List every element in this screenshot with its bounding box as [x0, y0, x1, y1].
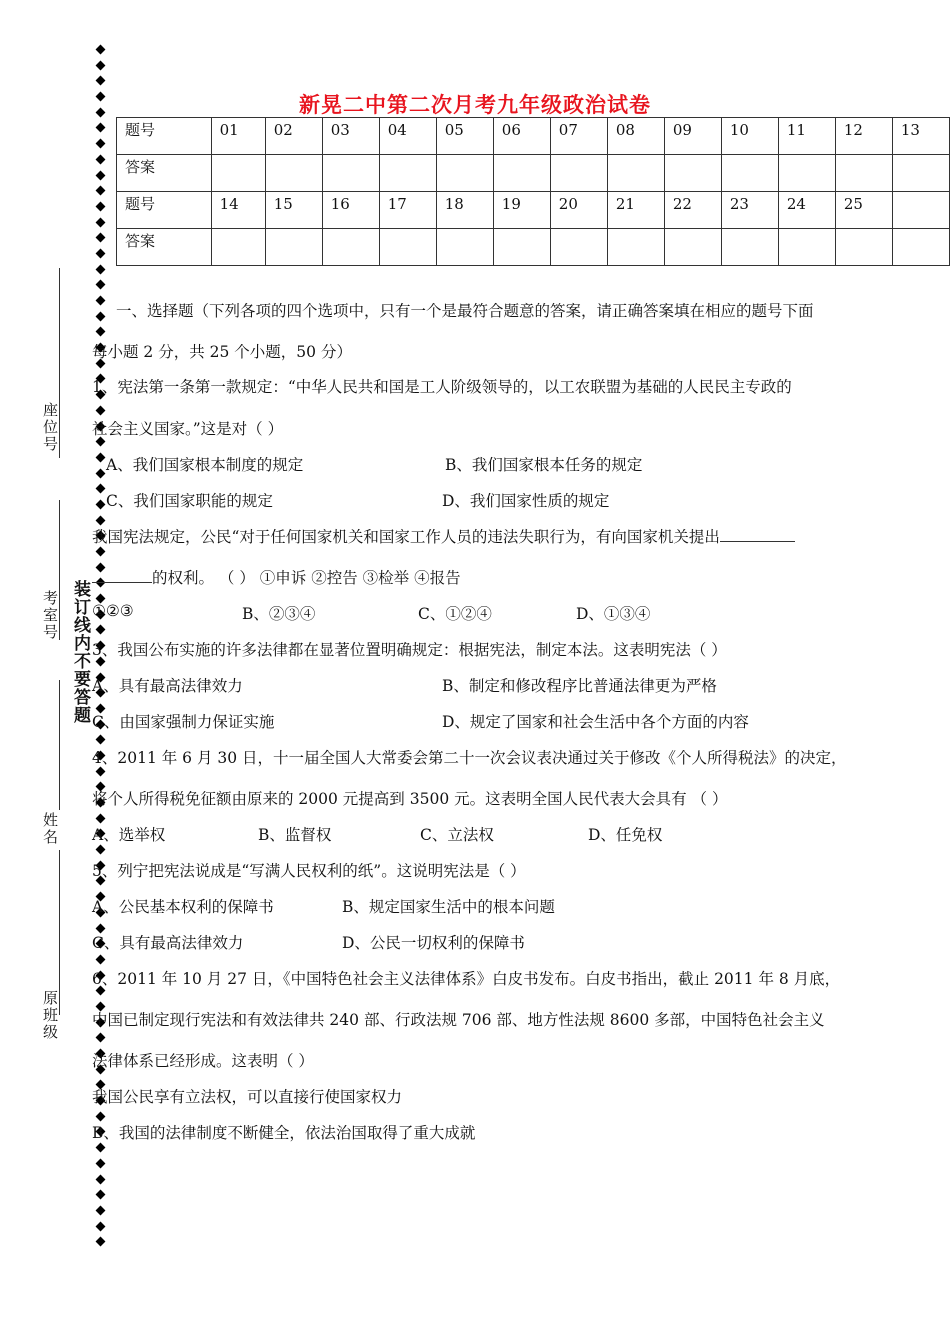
- section-heading-line2: 每小题 2 分，共 25 个小题，50 分）: [92, 343, 352, 361]
- diamond-mark: [95, 735, 105, 745]
- table-cell: 22: [664, 192, 721, 229]
- question-5-option-c: C、具有最高法律效力: [92, 934, 244, 952]
- question-6-stem-line3: 法律体系已经形成。这表明（ ）: [92, 1052, 314, 1070]
- table-cell: 25: [835, 192, 892, 229]
- table-cell: [265, 229, 322, 266]
- table-row-numbers-2: [117, 192, 950, 229]
- table-cell: 16: [322, 192, 379, 229]
- table-cell: [211, 229, 265, 266]
- question-4-stem-line1: 4、2011 年 6 月 30 日，十一届全国人大常委会第二十一次会议表决通过关于修改《个人所得税法》的决定，: [92, 749, 847, 767]
- question-6-stem-line1: 6、2011 年 10 月 27 日，《中国特色社会主义法律体系》白皮书发布。白皮书指出，截止 2011 年 8 月底，: [92, 970, 841, 988]
- table-cell: [379, 155, 436, 192]
- table-cell: [607, 229, 664, 266]
- diamond-mark: [95, 139, 105, 149]
- diamond-mark: [95, 1033, 105, 1043]
- section-heading-line1: 一、选择题（下列各项的四个选项中，只有一个是最符合题意的答案，请正确答案填在相应的题号下面: [116, 302, 814, 320]
- table-cell: [436, 155, 493, 192]
- table-cell: [664, 155, 721, 192]
- diamond-mark: [95, 311, 105, 321]
- question-2-stem-line2: [92, 566, 461, 588]
- diamond-mark: [95, 280, 105, 290]
- table-cell: 21: [607, 192, 664, 229]
- table-cell: 12: [835, 118, 892, 155]
- diamond-mark: [95, 468, 105, 478]
- question-1-option-b: B、我们国家根本任务的规定: [445, 456, 643, 474]
- diamond-mark: [95, 1158, 105, 1168]
- table-cell: [664, 229, 721, 266]
- question-5-option-a: A、公民基本权利的保障书: [92, 898, 274, 916]
- table-cell: 15: [265, 192, 322, 229]
- table-row-answers-1: [117, 155, 950, 192]
- table-cell: [721, 229, 778, 266]
- seat-label: 座位号: [41, 402, 59, 453]
- table-cell: 11: [778, 118, 835, 155]
- table-cell: [322, 155, 379, 192]
- table-cell: 05: [436, 118, 493, 155]
- question-3-option-d: D、规定了国家和社会生活中各个方面的内容: [442, 713, 749, 731]
- question-6-option-b: B、我国的法律制度不断健全，依法治国取得了重大成就: [92, 1124, 476, 1142]
- table-cell: 02: [265, 118, 322, 155]
- diamond-mark: [95, 154, 105, 164]
- diamond-mark: [95, 954, 105, 964]
- question-2-option-d: D、①③④: [576, 605, 651, 623]
- table-cell: [211, 155, 265, 192]
- question-5-option-d: D、公民一切权利的保障书: [342, 934, 525, 952]
- table-row-header: 答案: [117, 155, 212, 192]
- table-cell: 18: [436, 192, 493, 229]
- table-cell: 06: [493, 118, 550, 155]
- diamond-mark: [95, 296, 105, 306]
- table-row-numbers-1: [117, 118, 950, 155]
- table-row-header: 答案: [117, 229, 212, 266]
- fill-blank: [720, 529, 795, 542]
- diamond-mark: [95, 1205, 105, 1215]
- diamond-mark: [95, 499, 105, 509]
- table-cell: [835, 155, 892, 192]
- diamond-mark: [95, 484, 105, 494]
- exam-room-label: 考室号: [41, 590, 59, 641]
- question-2-stem-text-2: 的权利。 （ ） ①申诉 ②控告 ③检举 ④报告: [152, 569, 461, 587]
- table-cell: 07: [550, 118, 607, 155]
- question-2-option-c: C、①②④: [418, 605, 492, 623]
- no-answer-warning: 装订线内不要答题: [70, 580, 90, 724]
- table-cell: [265, 155, 322, 192]
- question-3-stem: 3、我国公布实施的许多法律都在显著位置明确规定：根据宪法，制定本法。这表明宪法（ ）: [92, 641, 727, 659]
- diamond-mark: [95, 405, 105, 415]
- table-cell: [892, 155, 949, 192]
- diamond-mark: [95, 1221, 105, 1231]
- diamond-mark: [95, 248, 105, 258]
- table-cell: [493, 229, 550, 266]
- table-cell: [379, 229, 436, 266]
- table-cell: 13: [892, 118, 949, 155]
- diamond-mark: [95, 201, 105, 211]
- table-cell: 14: [211, 192, 265, 229]
- question-5-option-b: B、规定国家生活中的根本问题: [342, 898, 555, 916]
- answer-table: [116, 117, 950, 266]
- table-cell: 24: [778, 192, 835, 229]
- table-cell: 09: [664, 118, 721, 155]
- diamond-mark: [95, 1237, 105, 1247]
- question-3-option-b: B、制定和修改程序比普通法律更为严格: [442, 677, 717, 695]
- class-label: 原班级: [41, 990, 59, 1041]
- diamond-mark: [95, 233, 105, 243]
- diamond-mark: [95, 1174, 105, 1184]
- table-cell: 23: [721, 192, 778, 229]
- diamond-mark: [95, 123, 105, 133]
- question-2-option-a: ①②③: [92, 602, 134, 620]
- fill-blank: [92, 570, 152, 583]
- question-1-option-a: A、我们国家根本制度的规定: [106, 456, 304, 474]
- question-4-stem-line2: 将个人所得税免征额由原来的 2000 元提高到 3500 元。这表明全国人民代表大会具有 （ ）: [92, 790, 728, 808]
- diamond-mark: [95, 845, 105, 855]
- question-2-option-b: B、②③④: [242, 605, 316, 623]
- diamond-mark: [95, 547, 105, 557]
- table-cell: [436, 229, 493, 266]
- question-2-stem-text: 我国宪法规定，公民“对于任何国家机关和国家工作人员的违法失职行为，有向国家机关提出: [92, 528, 720, 546]
- diamond-mark: [95, 327, 105, 337]
- question-3-option-c: C、由国家强制力保证实施: [92, 713, 275, 731]
- table-cell: [892, 192, 949, 229]
- table-cell: [778, 155, 835, 192]
- question-6-stem-line2: 中国已制定现行宪法和有效法律共 240 部、行政法规 706 部、地方性法规 8600 多部，中国特色社会主义: [92, 1011, 825, 1029]
- diamond-mark: [95, 60, 105, 70]
- table-cell: [892, 229, 949, 266]
- question-3-option-a: A、具有最高法律效力: [92, 677, 243, 695]
- diamond-mark: [95, 264, 105, 274]
- table-row-header: 题号: [117, 192, 212, 229]
- table-row-answers-2: [117, 229, 950, 266]
- question-4-option-a: A、选举权: [92, 826, 166, 844]
- table-cell: 04: [379, 118, 436, 155]
- table-cell: 17: [379, 192, 436, 229]
- question-4-option-d: D、任免权: [588, 826, 663, 844]
- diamond-mark: [95, 1190, 105, 1200]
- diamond-mark: [95, 217, 105, 227]
- question-4-option-c: C、立法权: [420, 826, 494, 844]
- table-cell: 08: [607, 118, 664, 155]
- diamond-mark: [95, 186, 105, 196]
- table-cell: 20: [550, 192, 607, 229]
- question-4-option-b: B、监督权: [258, 826, 332, 844]
- name-label: 姓名: [41, 812, 59, 846]
- question-6-option-a: 我国公民享有立法权，可以直接行使国家权力: [92, 1088, 403, 1106]
- question-1-option-c: C、我们国家职能的规定: [106, 492, 273, 510]
- table-cell: [607, 155, 664, 192]
- diamond-mark: [95, 1111, 105, 1121]
- question-1-option-d: D、我们国家性质的规定: [442, 492, 610, 510]
- question-1-stem-line1: 1、宪法第一条第一款规定：“中华人民共和国是工人阶级领导的，以工农联盟为基础的人民民主专政的: [92, 378, 792, 396]
- diamond-mark: [95, 625, 105, 635]
- diamond-mark: [95, 813, 105, 823]
- table-cell: 03: [322, 118, 379, 155]
- diamond-mark: [95, 45, 105, 55]
- table-cell: [778, 229, 835, 266]
- table-cell: [322, 229, 379, 266]
- table-cell: [550, 155, 607, 192]
- table-cell: 19: [493, 192, 550, 229]
- diamond-mark: [95, 107, 105, 117]
- table-cell: [493, 155, 550, 192]
- table-row-header: 题号: [117, 118, 212, 155]
- diamond-mark: [95, 1143, 105, 1153]
- diamond-mark: [95, 515, 105, 525]
- question-2-stem-line1: [92, 525, 795, 547]
- name-line: [59, 680, 60, 810]
- diamond-mark: [95, 76, 105, 86]
- table-cell: 10: [721, 118, 778, 155]
- diamond-mark: [95, 170, 105, 180]
- table-cell: [721, 155, 778, 192]
- exam-title: 新晃二中第二次月考九年级政治试卷: [299, 93, 651, 117]
- diamond-mark: [95, 92, 105, 102]
- question-1-stem-line2: 社会主义国家。”这是对（ ）: [92, 420, 284, 438]
- diamond-mark: [95, 452, 105, 462]
- table-cell: [835, 229, 892, 266]
- question-5-stem: 5、列宁把宪法说成是“写满人民权利的纸”。这说明宪法是（ ）: [92, 862, 526, 880]
- table-cell: [550, 229, 607, 266]
- table-cell: 01: [211, 118, 265, 155]
